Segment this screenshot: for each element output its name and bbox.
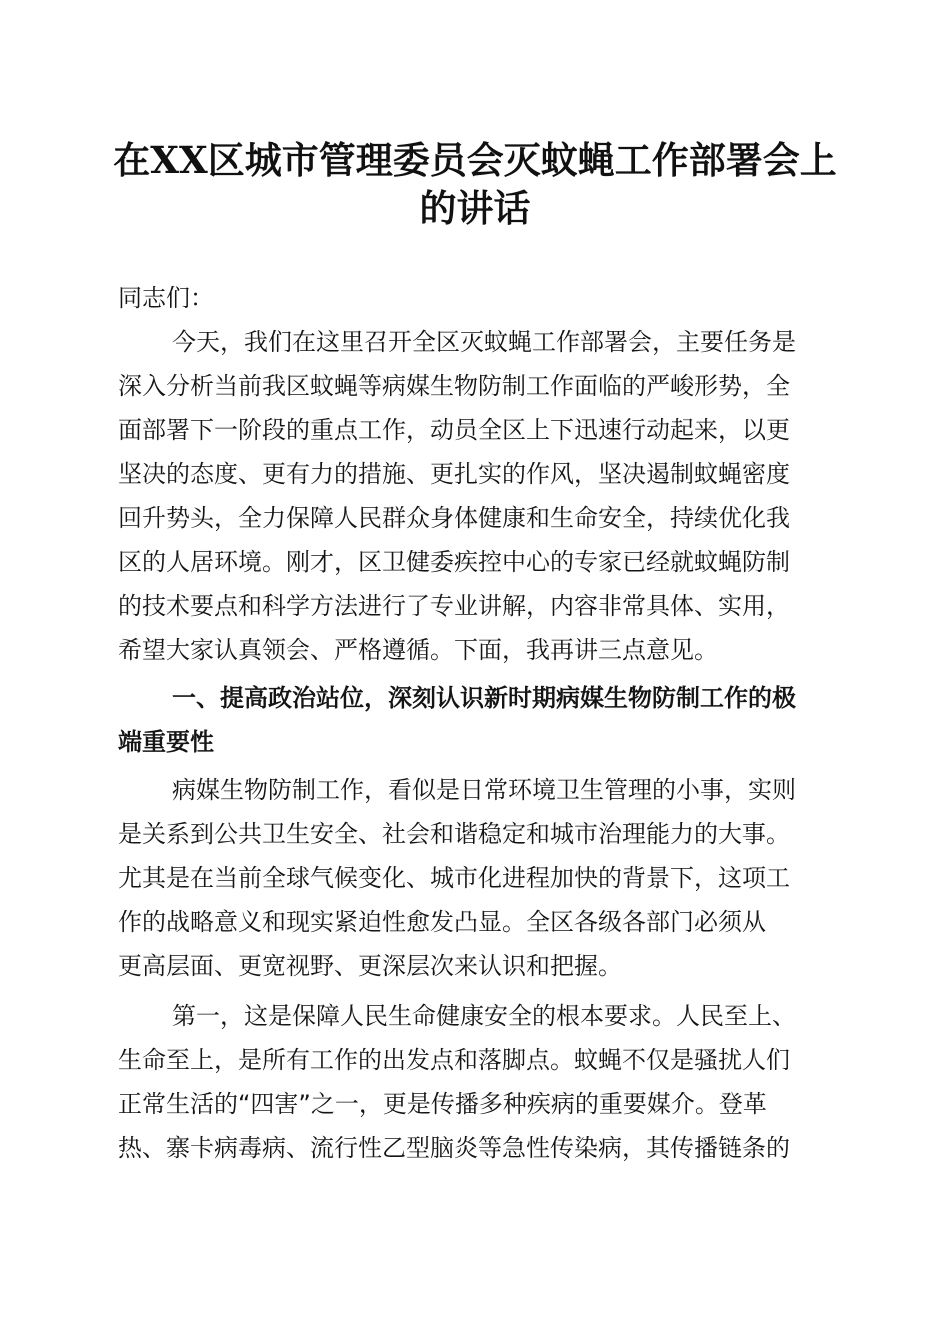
paragraph-line: 生命至上，是所有工作的出发点和落脚点。蚊蝇不仅是骚扰人们 bbox=[118, 1046, 790, 1074]
paragraph-line: 希望大家认真领会、严格遵循。下面，我再讲三点意见。 bbox=[118, 636, 718, 664]
document-title-line-1: 在XX区城市管理委员会灭蚊蝇工作部署会上 bbox=[113, 138, 837, 182]
paragraph-line: 尤其是在当前全球气候变化、城市化进程加快的背景下，这项工 bbox=[118, 864, 790, 892]
paragraph-line: 回升势头，全力保障人民群众身体健康和生命安全，持续优化我 bbox=[118, 504, 790, 532]
section-heading-line: 一、提高政治站位，深刻认识新时期病媒生物防制工作的极 bbox=[172, 684, 796, 712]
paragraph-line: 作的战略意义和现实紧迫性愈发凸显。全区各级各部门必须从 bbox=[118, 908, 766, 936]
paragraph-line: 病媒生物防制工作，看似是日常环境卫生管理的小事，实则 bbox=[172, 776, 796, 804]
paragraph-line: 坚决的态度、更有力的措施、更扎实的作风，坚决遏制蚊蝇密度 bbox=[118, 460, 790, 488]
paragraph-line: 正常生活的“四害”之一，更是传播多种疾病的重要媒介。登革 bbox=[118, 1090, 767, 1118]
paragraph-line: 今天，我们在这里召开全区灭蚊蝇工作部署会，主要任务是 bbox=[172, 328, 796, 356]
section-heading-line: 端重要性 bbox=[118, 728, 214, 756]
salutation: 同志们： bbox=[118, 284, 214, 312]
paragraph-line: 的技术要点和科学方法进行了专业讲解，内容非常具体、实用， bbox=[118, 592, 790, 620]
paragraph-line: 区的人居环境。刚才，区卫健委疾控中心的专家已经就蚊蝇防制 bbox=[118, 548, 790, 576]
paragraph-line: 面部署下一阶段的重点工作，动员全区上下迅速行动起来，以更 bbox=[118, 416, 790, 444]
paragraph-line: 深入分析当前我区蚊蝇等病媒生物防制工作面临的严峻形势，全 bbox=[118, 372, 790, 400]
paragraph-line: 是关系到公共卫生安全、社会和谐稳定和城市治理能力的大事。 bbox=[118, 820, 790, 848]
paragraph-line: 热、寨卡病毒病、流行性乙型脑炎等急性传染病，其传播链条的 bbox=[118, 1134, 790, 1162]
paragraph-line: 第一，这是保障人民生命健康安全的根本要求。人民至上、 bbox=[172, 1002, 796, 1030]
paragraph-line: 更高层面、更宽视野、更深层次来认识和把握。 bbox=[118, 952, 622, 980]
document-title-line-2: 的讲话 bbox=[419, 186, 531, 230]
